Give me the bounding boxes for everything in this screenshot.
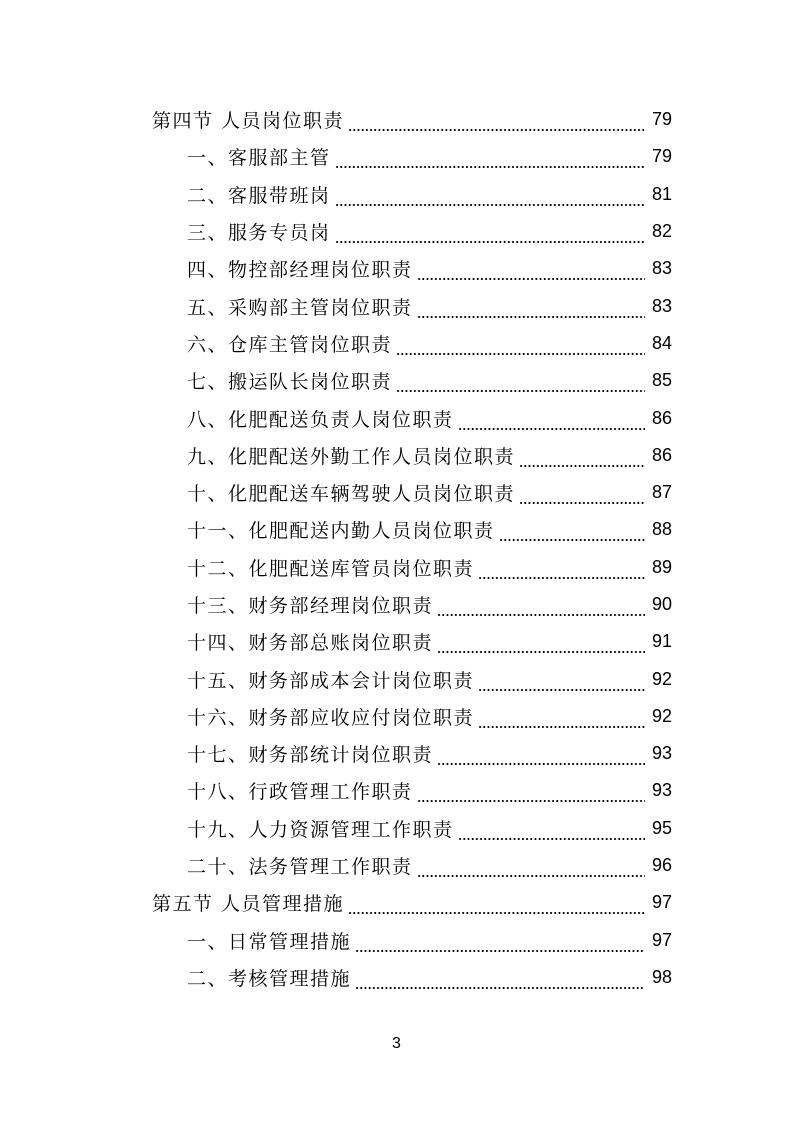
- toc-entry-title: 五、采购部主管岗位职责: [187, 293, 417, 320]
- toc-entry-title: 九、化肥配送外勤工作人员岗位职责: [187, 442, 519, 469]
- toc-entry[interactable]: [0, 437, 793, 474]
- toc-entry-page: 95: [645, 818, 672, 839]
- toc-entry[interactable]: [0, 735, 793, 772]
- toc-dot-leader: [417, 784, 645, 803]
- toc-entry-page: 89: [645, 557, 672, 578]
- toc-entry[interactable]: [0, 399, 793, 436]
- toc-entry-title: 二、考核管理措施: [187, 964, 355, 991]
- toc-entry-page: 93: [645, 743, 672, 764]
- toc-dot-leader: [437, 747, 645, 766]
- toc-dot-leader: [478, 673, 645, 692]
- toc-dot-leader: [417, 262, 645, 281]
- toc-entry[interactable]: [0, 287, 793, 324]
- toc-dot-leader: [478, 710, 645, 729]
- toc-entry[interactable]: [0, 922, 793, 959]
- toc-dot-leader: [499, 523, 645, 542]
- toc-dot-leader: [355, 971, 645, 990]
- toc-entry-title: 一、日常管理措施: [187, 927, 355, 954]
- toc-entry-page: 97: [645, 892, 672, 913]
- toc-entry-title: 二十、法务管理工作职责: [187, 852, 417, 879]
- toc-entry[interactable]: [0, 362, 793, 399]
- toc-entry-page: 86: [645, 408, 672, 429]
- toc-entry[interactable]: [0, 138, 793, 175]
- toc-entry-title: 十五、财务部成本会计岗位职责: [187, 666, 478, 693]
- toc-dot-leader: [437, 598, 645, 617]
- toc-dot-leader: [335, 225, 645, 244]
- toc-entry-title: 三、服务专员岗: [187, 218, 335, 245]
- toc-entry-title: 四、物控部经理岗位职责: [187, 255, 417, 282]
- toc-dot-leader: [417, 300, 645, 319]
- toc-dot-leader: [519, 486, 645, 505]
- toc-entry-page: 83: [645, 296, 672, 317]
- toc-entry-page: 97: [645, 930, 672, 951]
- toc-entry-page: 84: [645, 333, 672, 354]
- toc-entry-page: 83: [645, 258, 672, 279]
- toc-entry-page: 92: [645, 706, 672, 727]
- toc-entry-title: 十四、财务部总账岗位职责: [187, 628, 437, 655]
- toc-dot-leader: [396, 337, 645, 356]
- toc-entry-page: 79: [645, 146, 672, 167]
- toc-dot-leader: [355, 934, 645, 953]
- toc-dot-leader: [478, 561, 645, 580]
- toc-entry-page: 81: [645, 184, 672, 205]
- toc-entry[interactable]: [0, 176, 793, 213]
- toc-entry[interactable]: [0, 549, 793, 586]
- table-of-contents: [0, 101, 793, 996]
- toc-entry[interactable]: [0, 772, 793, 809]
- page-number: 3: [392, 1035, 401, 1052]
- toc-dot-leader: [437, 635, 645, 654]
- toc-entry-page: 90: [645, 594, 672, 615]
- toc-entry-title: 二、客服带班岗: [187, 181, 335, 208]
- toc-entry-page: 92: [645, 669, 672, 690]
- toc-entry-title: 十九、人力资源管理工作职责: [187, 815, 458, 842]
- toc-entry[interactable]: [0, 847, 793, 884]
- toc-dot-leader: [458, 822, 645, 841]
- toc-entry[interactable]: [0, 474, 793, 511]
- toc-entry-page: 91: [645, 631, 672, 652]
- toc-entry-page: 87: [645, 482, 672, 503]
- toc-entry[interactable]: [0, 250, 793, 287]
- toc-entry-page: 85: [645, 370, 672, 391]
- toc-entry-title: 十三、财务部经理岗位职责: [187, 591, 437, 618]
- toc-entry-title: 十六、财务部应收应付岗位职责: [187, 703, 478, 730]
- toc-entry-title: 十七、财务部统计岗位职责: [187, 740, 437, 767]
- toc-entry[interactable]: [0, 511, 793, 548]
- toc-entry[interactable]: [0, 698, 793, 735]
- toc-entry-title: 十二、化肥配送库管员岗位职责: [187, 554, 478, 581]
- toc-entry-title: 第四节 人员岗位职责: [152, 106, 348, 133]
- toc-dot-leader: [335, 150, 645, 169]
- toc-entry-page: 86: [645, 445, 672, 466]
- toc-entry-page: 96: [645, 855, 672, 876]
- toc-dot-leader: [519, 449, 645, 468]
- toc-entry-page: 79: [645, 109, 672, 130]
- toc-dot-leader: [458, 412, 645, 431]
- toc-entry[interactable]: [0, 959, 793, 996]
- toc-entry-title: 七、搬运队长岗位职责: [187, 367, 396, 394]
- toc-entry[interactable]: [0, 623, 793, 660]
- toc-entry-page: 93: [645, 780, 672, 801]
- toc-entry-title: 一、客服部主管: [187, 143, 335, 170]
- toc-section-entry[interactable]: [0, 101, 793, 138]
- toc-entry[interactable]: [0, 586, 793, 623]
- toc-entry-page: 88: [645, 519, 672, 540]
- toc-entry-title: 第五节 人员管理措施: [152, 889, 348, 916]
- toc-entry-page: 82: [645, 221, 672, 242]
- toc-entry-title: 十八、行政管理工作职责: [187, 777, 417, 804]
- toc-dot-leader: [335, 188, 645, 207]
- toc-dot-leader: [396, 374, 645, 393]
- toc-entry[interactable]: [0, 213, 793, 250]
- toc-entry-title: 八、化肥配送负责人岗位职责: [187, 405, 458, 432]
- toc-entry[interactable]: [0, 810, 793, 847]
- toc-dot-leader: [348, 896, 645, 915]
- toc-entry[interactable]: [0, 660, 793, 697]
- toc-entry-page: 98: [645, 967, 672, 988]
- toc-entry-title: 十一、化肥配送内勤人员岗位职责: [187, 516, 499, 543]
- toc-entry[interactable]: [0, 325, 793, 362]
- toc-section-entry[interactable]: [0, 884, 793, 921]
- toc-dot-leader: [348, 113, 645, 132]
- toc-dot-leader: [417, 859, 645, 878]
- toc-entry-title: 六、仓库主管岗位职责: [187, 330, 396, 357]
- toc-entry-title: 十、化肥配送车辆驾驶人员岗位职责: [187, 479, 519, 506]
